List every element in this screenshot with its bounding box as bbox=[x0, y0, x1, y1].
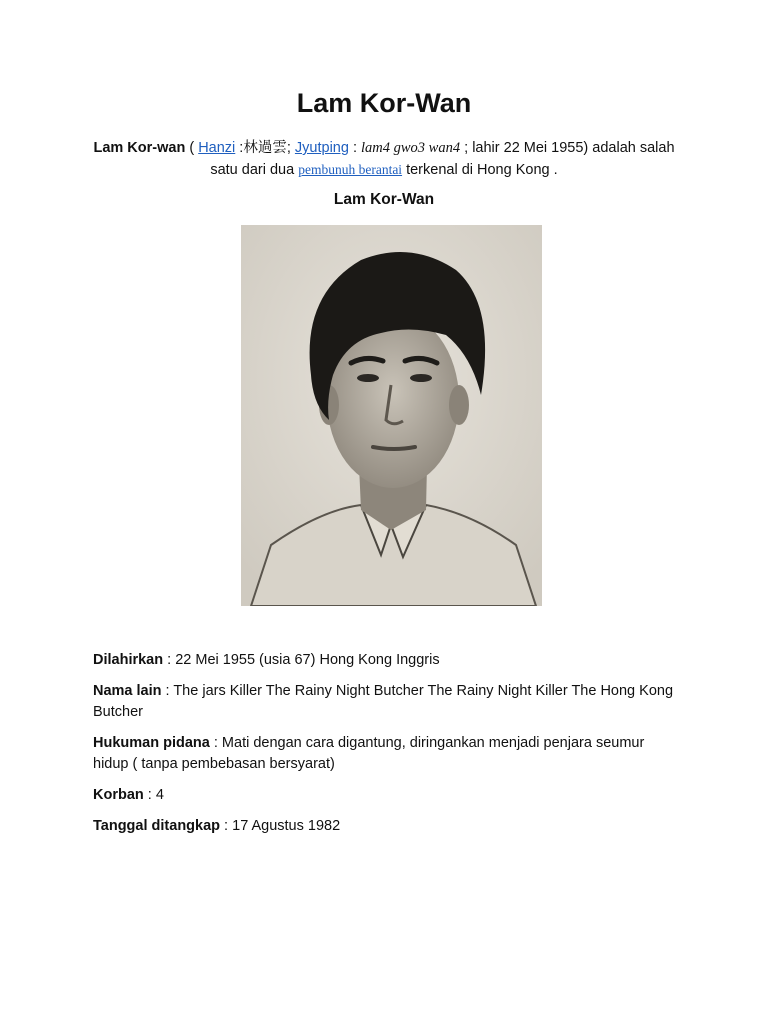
facts-list bbox=[93, 650, 683, 847]
fact-label: Dilahirkan bbox=[93, 652, 164, 668]
fact-victims bbox=[93, 785, 683, 806]
fact-sep: : bbox=[209, 735, 222, 751]
fact-value: Mati dengan cara digantung, diringankan menjadi penjara seumur hidup ( tanpa pembebasan bersyarat) bbox=[93, 735, 645, 772]
fact-label: Nama lain bbox=[93, 683, 162, 699]
jyutping-sep: : bbox=[348, 140, 362, 156]
intro-paragraph bbox=[90, 137, 678, 181]
intro-name: Lam Kor-wan bbox=[93, 140, 186, 156]
right-ear bbox=[449, 385, 469, 425]
right-eye bbox=[410, 374, 432, 382]
fact-value: 4 bbox=[155, 787, 164, 803]
hanzi-link[interactable]: Hanzi bbox=[198, 140, 236, 156]
mouth-shape bbox=[373, 447, 415, 449]
fact-sep: : bbox=[143, 787, 156, 803]
fact-value: 22 Mei 1955 (usia 67) Hong Kong Inggris bbox=[175, 652, 440, 668]
fact-value: 17 Agustus 1982 bbox=[232, 818, 341, 834]
serial-killer-link[interactable]: pembunuh berantai bbox=[298, 162, 403, 177]
intro-rest-1: ; lahir 22 Mei 1955) adalah salah satu dari dua bbox=[210, 140, 675, 178]
portrait-illustration bbox=[241, 225, 542, 606]
fact-value: The jars Killer The Rainy Night Butcher The Rainy Night Killer The Hong Kong Butcher bbox=[93, 683, 674, 720]
jyutping-value: lam4 gwo3 wan4 bbox=[361, 140, 461, 156]
fact-sep: : bbox=[163, 652, 176, 668]
left-eye bbox=[357, 374, 379, 382]
infobox-title: Lam Kor-Wan bbox=[333, 191, 435, 208]
fact-sep: : bbox=[220, 818, 233, 834]
portrait-photo bbox=[241, 225, 542, 606]
fact-other-names bbox=[93, 681, 683, 723]
fact-label: Hukuman pidana bbox=[93, 735, 210, 751]
fact-label: Korban bbox=[93, 787, 144, 803]
page-title: Lam Kor-Wan bbox=[296, 88, 472, 118]
fact-sep: : bbox=[161, 683, 174, 699]
hanzi-text: :林過雲; bbox=[235, 140, 295, 156]
fact-born bbox=[93, 650, 683, 671]
fact-label: Tanggal ditangkap bbox=[93, 818, 221, 834]
intro-rest-2: terkenal di Hong Kong . bbox=[402, 162, 558, 178]
fact-arrest-date bbox=[93, 816, 683, 837]
fact-sentence bbox=[93, 733, 683, 775]
intro-open-paren: ( bbox=[185, 140, 199, 156]
jyutping-link[interactable]: Jyutping bbox=[294, 140, 349, 156]
